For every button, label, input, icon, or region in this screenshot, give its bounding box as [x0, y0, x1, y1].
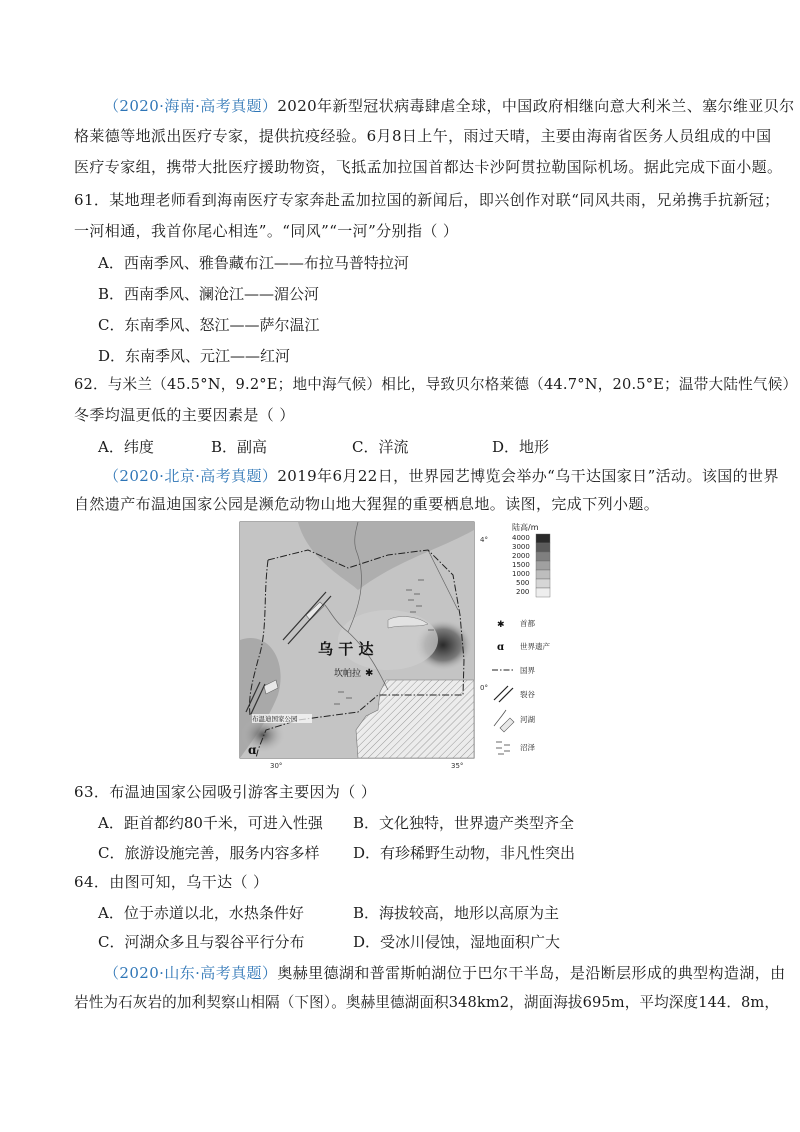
capital-star-icon: ✱ — [365, 668, 374, 679]
swamp-legend-icon — [496, 742, 510, 754]
option-a: A．西南季风、雅鲁藏布江——布拉马普特拉河 — [98, 254, 409, 272]
option-c: C．洋流 — [352, 438, 409, 456]
source-tag: （2020·海南·高考真题） — [104, 97, 278, 115]
legend-rift: 裂谷 — [520, 690, 535, 699]
option-c: C．东南季风、怒江——萨尔温江 — [98, 316, 320, 334]
elevation-label: 4000 — [512, 534, 530, 542]
elevation-label: 1500 — [512, 561, 530, 569]
option-d: D．东南季风、元江——红河 — [98, 347, 291, 365]
option-d: D．地形 — [492, 438, 550, 456]
intro-line — [104, 963, 786, 983]
lon-label-35: 35° — [451, 762, 464, 770]
elevation-label: 1000 — [512, 570, 530, 578]
question-62-stem: 62．与米兰（45.5°N，9.2°E；地中海气候）相比，导致贝尔格莱德（44.7°N，20.5°E；温带大陆性气候） — [74, 376, 798, 393]
question-64-stem: 64．由图可知，乌干达（ ） — [74, 873, 269, 891]
question-62-stem: 冬季均温更低的主要因素是（ ） — [74, 406, 295, 424]
capital-label: 坎帕拉 — [334, 669, 362, 679]
legend-title: 陆高/m — [512, 523, 539, 532]
intro-line: 自然遗产布温迪国家公园是濒危动物山地大猩猩的重要栖息地。读图，完成下列小题。 — [74, 495, 660, 513]
question-63-stem: 63．布温迪国家公园吸引游客主要因为（ ） — [74, 783, 377, 801]
legend-border: 国界 — [520, 666, 535, 675]
lat-label-0: 0° — [480, 684, 488, 692]
option-b: B．海拔较高，地形以高原为主 — [353, 904, 560, 922]
source-tag: （2020·山东·高考真题） — [104, 964, 278, 982]
option-b: B．西南季风、澜沧江——湄公河 — [98, 285, 320, 303]
intro-line — [104, 96, 795, 116]
heritage-legend-icon: ɑ — [497, 642, 504, 653]
elevation-label: 200 — [516, 588, 530, 596]
legend-swamp: 沼泽 — [520, 743, 535, 752]
intro-line: 格莱德等地派出医疗专家，提供抗疫经验。6月8日上午，雨过天晴，主要由海南省医务人员组成的中国 — [74, 127, 772, 145]
option-d: D．受冰川侵蚀，湿地面积广大 — [353, 933, 561, 951]
intro-text: 2020年新型冠状病毒肆虐全球，中国政府相继向意大利米兰、塞尔维亚贝尔 — [277, 97, 795, 115]
world-heritage-icon: ɑ — [248, 743, 257, 757]
capital-legend-icon: ✱ — [497, 620, 505, 630]
legend-capital: 首都 — [520, 619, 535, 628]
lon-label-30: 30° — [270, 762, 283, 770]
intro-line: 医疗专家组，携带大批医疗援助物资，飞抵孟加拉国首都达卡沙阿贯拉勒国际机场。据此完成下面小题。 — [74, 158, 783, 176]
river-lake-legend-icon — [494, 710, 514, 732]
uganda-map — [238, 520, 568, 770]
rift-legend-icon — [494, 686, 513, 702]
map-legend — [492, 522, 550, 754]
legend-river-lake: 河湖 — [520, 715, 535, 724]
intro-line — [104, 466, 779, 486]
elevation-label: 500 — [516, 579, 530, 587]
lat-label-4: 4° — [480, 536, 488, 544]
option-a: A．纬度 — [98, 438, 154, 456]
park-label: 布温迪国家公园 — [252, 715, 298, 723]
elevation-label: 2000 — [512, 552, 530, 560]
intro-line: 岩性为石灰岩的加利契察山相隔（下图）。奥赫里德湖面积348km2，湖面海拔695m，平均深度144．8m， — [74, 994, 780, 1011]
option-a: A．位于赤道以北，水热条件好 — [98, 904, 304, 922]
country-label: 乌 干 达 — [318, 640, 374, 658]
option-b: B．文化独特，世界遗产类型齐全 — [353, 814, 575, 832]
option-b: B．副高 — [211, 438, 268, 456]
intro-text: 奥赫里德湖和普雷斯帕湖位于巴尔干半岛，是沿断层形成的典型构造湖，由 — [277, 964, 786, 982]
intro-text: 2019年6月22日，世界园艺博览会举办“乌干达国家日”活动。该国的世界 — [277, 467, 779, 485]
option-c: C．旅游设施完善，服务内容多样 — [98, 844, 320, 862]
option-a: A．距首都约80千米，可进入性强 — [98, 814, 323, 832]
question-61-stem: 61．某地理老师看到海南医疗专家奔赴孟加拉国的新闻后，即兴创作对联“同风共雨，兄弟携手抗新冠； — [74, 191, 780, 209]
legend-heritage: 世界遗产 — [520, 642, 550, 651]
option-c: C．河湖众多且与裂谷平行分布 — [98, 933, 305, 951]
option-d: D．有珍稀野生动物，非凡性突出 — [353, 844, 576, 862]
source-tag: （2020·北京·高考真题） — [104, 467, 278, 485]
elevation-label: 3000 — [512, 543, 530, 551]
question-61-stem: 一河相通，我首你尾心相连”。“同风”“一河”分别指（ ） — [74, 222, 459, 240]
